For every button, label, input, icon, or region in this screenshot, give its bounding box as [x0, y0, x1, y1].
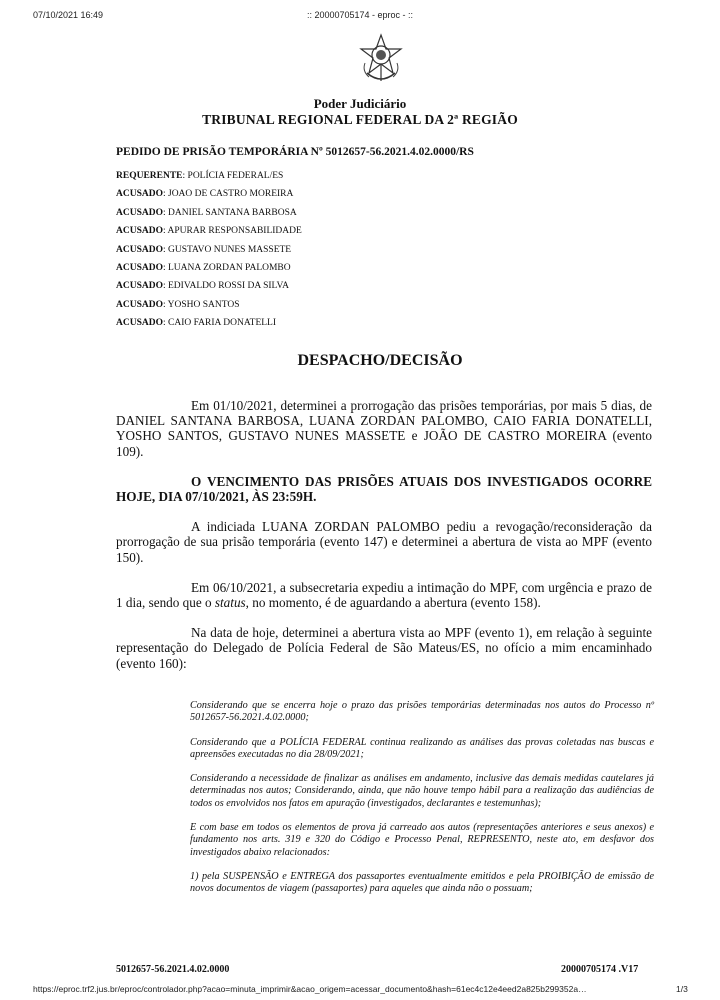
party-row: REQUERENTE: POLÍCIA FEDERAL/ES: [116, 171, 284, 181]
paragraph: Na data de hoje, determinei a abertura vista ao MPF (evento 1), em relação à seguinte representação do Delegado de Polícia Federal de São Mateus/ES, no ofício a mim encaminhado (evento 160):: [116, 625, 652, 671]
print-page-count: 1/3: [676, 984, 688, 994]
paragraph-text: Em 06/10/2021, a subsecretaria expediu a intimação do MPF, com urgência e prazo de 1 dia, sendo que o: [116, 579, 652, 611]
party-row: ACUSADO: EDIVALDO ROSSI DA SILVA: [116, 281, 289, 292]
quote-paragraph: 1) pela SUSPENSÃO e ENTREGA dos passaportes eventualmente emitidos e pela PROIBIÇÃO de emissão de novos documentos de viagem (passaportes) para aqueles que ainda não o possuam;: [190, 870, 654, 895]
party-row: ACUSADO: GUSTAVO NUNES MASSETE: [116, 244, 292, 255]
party-row: ACUSADO: CAIO FARIA DONATELLI: [116, 318, 277, 329]
paragraph-highlight: O VENCIMENTO DAS PRISÕES ATUAIS DOS INVESTIGADOS OCORRE HOJE, DIA 07/10/2021, ÀS 23:59H.: [116, 473, 652, 505]
party-name: APURAR RESPONSABILIDADE: [167, 226, 302, 237]
footer-process-number: 5012657-56.2021.4.02.0000: [116, 964, 230, 975]
party-row: ACUSADO: JOAO DE CASTRO MOREIRA: [116, 189, 294, 200]
browser-print-header: [0, 10, 720, 24]
party-row: ACUSADO: DANIEL SANTANA BARBOSA: [116, 207, 297, 218]
header-court-name: TRIBUNAL REGIONAL FEDERAL DA 2ª REGIÃO: [202, 112, 518, 127]
process-title: PEDIDO DE PRISÃO TEMPORÁRIA Nº 5012657-56.2021.4.02.0000/RS: [116, 146, 474, 158]
paragraph: A indiciada LUANA ZORDAN PALOMBO pediu a revogação/reconsideração da prorrogação de sua prisão temporária (evento 147) e determinei a abertura de vista ao MPF (evento 150).: [116, 519, 652, 565]
party-name: POLÍCIA FEDERAL/ES: [187, 171, 284, 181]
party-name: LUANA ZORDAN PALOMBO: [168, 262, 291, 273]
header-judiciary: Poder Judiciário: [313, 96, 407, 111]
decision-heading: DESPACHO/DECISÃO: [297, 352, 463, 369]
paragraph-text: , no momento, é de aguardando a abertura (evento 158).: [245, 595, 541, 611]
party-row: ACUSADO: YOSHO SANTOS: [116, 299, 240, 310]
party-name: JOAO DE CASTRO MOREIRA: [168, 189, 294, 200]
party-role: REQUERENTE: [116, 171, 183, 181]
party-row: ACUSADO: LUANA ZORDAN PALOMBO: [116, 262, 291, 273]
party-name: GUSTAVO NUNES MASSETE: [168, 244, 292, 255]
print-datetime: 07/10/2021 16:49: [33, 10, 104, 20]
paragraph: Em 01/10/2021, determinei a prorrogação das prisões temporárias, por mais 5 dias, de DANIEL SANTANA BARBOSA, LUANA ZORDAN PALOMBO, CAIO FARIA DONATELLI, YOSHO SANTOS, GUSTAVO NUNES MASSETE e JOÃO DE CASTRO MOREIRA (evento 109).: [116, 398, 652, 459]
coat-of-arms-icon: [359, 33, 403, 85]
paragraph: [116, 580, 652, 610]
quote-paragraph: Considerando que se encerra hoje o prazo das prisões temporárias determinadas nos autos do Processo nº 5012657-56.2021.4.02.0000;: [190, 700, 654, 724]
decision-body: [116, 398, 652, 686]
print-page-title: :: 20000705174 - eproc - ::: [306, 10, 414, 20]
party-role: ACUSADO: [116, 244, 163, 255]
quote-paragraph: Considerando que a POLÍCIA FEDERAL continua realizando as análises das provas coletadas nas buscas e apreensões executadas no dia 28/09/2021;: [190, 736, 654, 760]
parties-list: [116, 167, 302, 333]
quoted-representation: [190, 700, 654, 908]
footer-doc-id: 20000705174 .V17: [561, 964, 639, 975]
court-header: [0, 96, 720, 128]
party-role: ACUSADO: [116, 189, 163, 200]
paragraph-emphasis: status: [214, 595, 246, 611]
party-role: ACUSADO: [116, 262, 163, 273]
print-url[interactable]: https://eproc.trf2.jus.br/eproc/controlador.php?acao=minuta_imprimir&acao_origem=acessar_documento&hash=61ec4c12e4eed2a825b299352a…: [33, 984, 587, 994]
party-row: ACUSADO: APURAR RESPONSABILIDADE: [116, 226, 302, 237]
party-role: ACUSADO: [116, 299, 163, 310]
party-role: ACUSADO: [116, 281, 163, 292]
quote-paragraph: Considerando a necessidade de finalizar as análises em andamento, inclusive das demais medidas cautelares já determinadas nos autos; Considerando, ainda, que não houve tempo hábil para a realização das audiências de todos os envolvidos nos fatos em apuração (investigados, declarantes e testemunhas);: [190, 773, 654, 809]
party-role: ACUSADO: [116, 207, 163, 218]
party-name: YOSHO SANTOS: [167, 299, 240, 310]
party-name: CAIO FARIA DONATELLI: [168, 318, 277, 329]
quote-paragraph: E com base em todos os elementos de prova já carreado aos autos (representações anteriores e seus anexos) e fundamento nos arts. 319 e 320 do Código e Processo Penal, REPRESENTO, neste ato, em desfavor dos investigados abaixo relacionados:: [190, 822, 654, 858]
party-name: EDIVALDO ROSSI DA SILVA: [168, 281, 289, 292]
party-role: ACUSADO: [116, 318, 163, 329]
party-name: DANIEL SANTANA BARBOSA: [168, 207, 297, 218]
party-role: ACUSADO: [116, 226, 163, 237]
